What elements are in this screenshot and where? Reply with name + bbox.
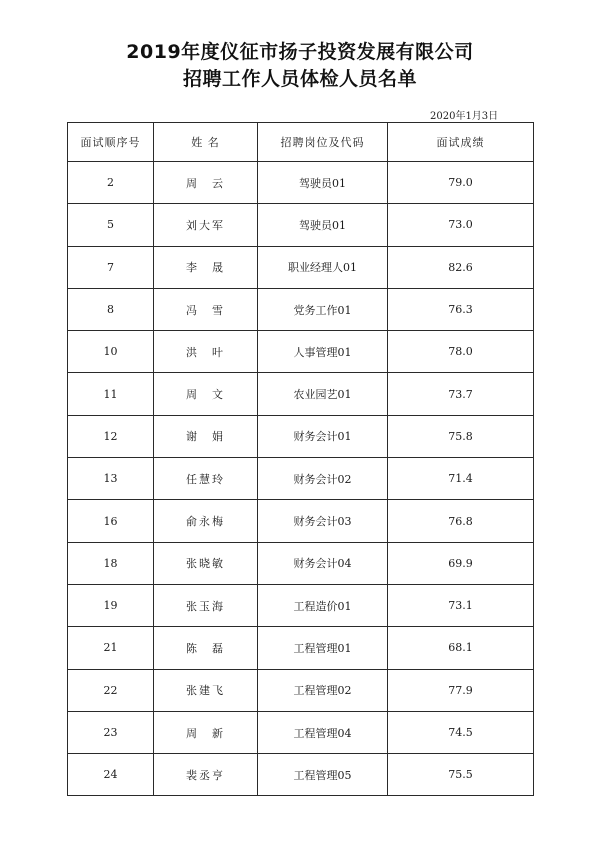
- header-interview-order: 面试顺序号: [68, 123, 154, 162]
- table-row: [68, 669, 534, 711]
- table-row: [68, 162, 534, 204]
- cell-name: 李 晟: [154, 246, 258, 288]
- cell-interview-score: 76.8: [388, 500, 534, 542]
- cell-position-code: 职业经理人01: [258, 246, 388, 288]
- cell-interview-score: 75.8: [388, 415, 534, 457]
- cell-interview-score: 79.0: [388, 162, 534, 204]
- cell-position-code: 人事管理01: [258, 331, 388, 373]
- header-position-code: 招聘岗位及代码: [258, 123, 388, 162]
- cell-interview-order: 2: [68, 162, 154, 204]
- header-name: 姓 名: [154, 123, 258, 162]
- cell-interview-order: 22: [68, 669, 154, 711]
- cell-position-code: 财务会计03: [258, 500, 388, 542]
- cell-interview-order: 18: [68, 542, 154, 584]
- cell-interview-score: 75.5: [388, 754, 534, 796]
- table-row: [68, 627, 534, 669]
- cell-interview-order: 12: [68, 415, 154, 457]
- cell-interview-score: 77.9: [388, 669, 534, 711]
- cell-interview-order: 5: [68, 204, 154, 246]
- cell-interview-score: 68.1: [388, 627, 534, 669]
- cell-position-code: 财务会计04: [258, 542, 388, 584]
- cell-name: 周 云: [154, 162, 258, 204]
- cell-position-code: 财务会计01: [258, 415, 388, 457]
- cell-interview-order: 13: [68, 458, 154, 500]
- cell-interview-order: 19: [68, 584, 154, 626]
- table-body: [68, 162, 534, 796]
- cell-interview-order: 16: [68, 500, 154, 542]
- cell-interview-order: 23: [68, 711, 154, 753]
- cell-name: 周 新: [154, 711, 258, 753]
- cell-name: 冯 雪: [154, 288, 258, 330]
- cell-name: 任慧玲: [154, 458, 258, 500]
- table-row: [68, 711, 534, 753]
- cell-name: 张晓敏: [154, 542, 258, 584]
- table-row: [68, 415, 534, 457]
- cell-name: 裴丞亨: [154, 754, 258, 796]
- cell-position-code: 财务会计02: [258, 458, 388, 500]
- cell-interview-score: 78.0: [388, 331, 534, 373]
- cell-interview-score: 82.6: [388, 246, 534, 288]
- table-row: [68, 331, 534, 373]
- candidate-table: [67, 122, 534, 796]
- cell-position-code: 驾驶员01: [258, 162, 388, 204]
- table-row: [68, 204, 534, 246]
- cell-name: 谢 娟: [154, 415, 258, 457]
- header-interview-score: 面试成绩: [388, 123, 534, 162]
- cell-interview-order: 21: [68, 627, 154, 669]
- cell-name: 周 文: [154, 373, 258, 415]
- cell-position-code: 工程管理04: [258, 711, 388, 753]
- cell-name: 俞永梅: [154, 500, 258, 542]
- table-row: [68, 542, 534, 584]
- table-row: [68, 288, 534, 330]
- cell-interview-score: 71.4: [388, 458, 534, 500]
- cell-position-code: 工程管理05: [258, 754, 388, 796]
- cell-position-code: 党务工作01: [258, 288, 388, 330]
- cell-interview-score: 74.5: [388, 711, 534, 753]
- table-row: [68, 246, 534, 288]
- cell-interview-order: 7: [68, 246, 154, 288]
- table-row: [68, 754, 534, 796]
- table-header-row: [68, 123, 534, 162]
- document-title-line2: 招聘工作人员体检人员名单: [182, 68, 417, 90]
- document-date: 2020年1月3日: [430, 111, 499, 122]
- cell-position-code: 工程造价01: [258, 584, 388, 626]
- cell-name: 刘大军: [154, 204, 258, 246]
- cell-interview-order: 24: [68, 754, 154, 796]
- cell-name: 洪 叶: [154, 331, 258, 373]
- table-row: [68, 458, 534, 500]
- cell-name: 张玉海: [154, 584, 258, 626]
- cell-name: 张建飞: [154, 669, 258, 711]
- table-row: [68, 373, 534, 415]
- cell-position-code: 驾驶员01: [258, 204, 388, 246]
- cell-interview-score: 69.9: [388, 542, 534, 584]
- table-row: [68, 584, 534, 626]
- cell-position-code: 工程管理01: [258, 627, 388, 669]
- table-row: [68, 500, 534, 542]
- cell-interview-score: 73.7: [388, 373, 534, 415]
- document-title-line1: 2019年度仪征市扬子投资发展有限公司: [126, 41, 474, 63]
- cell-interview-score: 73.0: [388, 204, 534, 246]
- cell-position-code: 农业园艺01: [258, 373, 388, 415]
- cell-name: 陈 磊: [154, 627, 258, 669]
- cell-interview-score: 76.3: [388, 288, 534, 330]
- cell-interview-score: 73.1: [388, 584, 534, 626]
- cell-position-code: 工程管理02: [258, 669, 388, 711]
- cell-interview-order: 8: [68, 288, 154, 330]
- cell-interview-order: 10: [68, 331, 154, 373]
- cell-interview-order: 11: [68, 373, 154, 415]
